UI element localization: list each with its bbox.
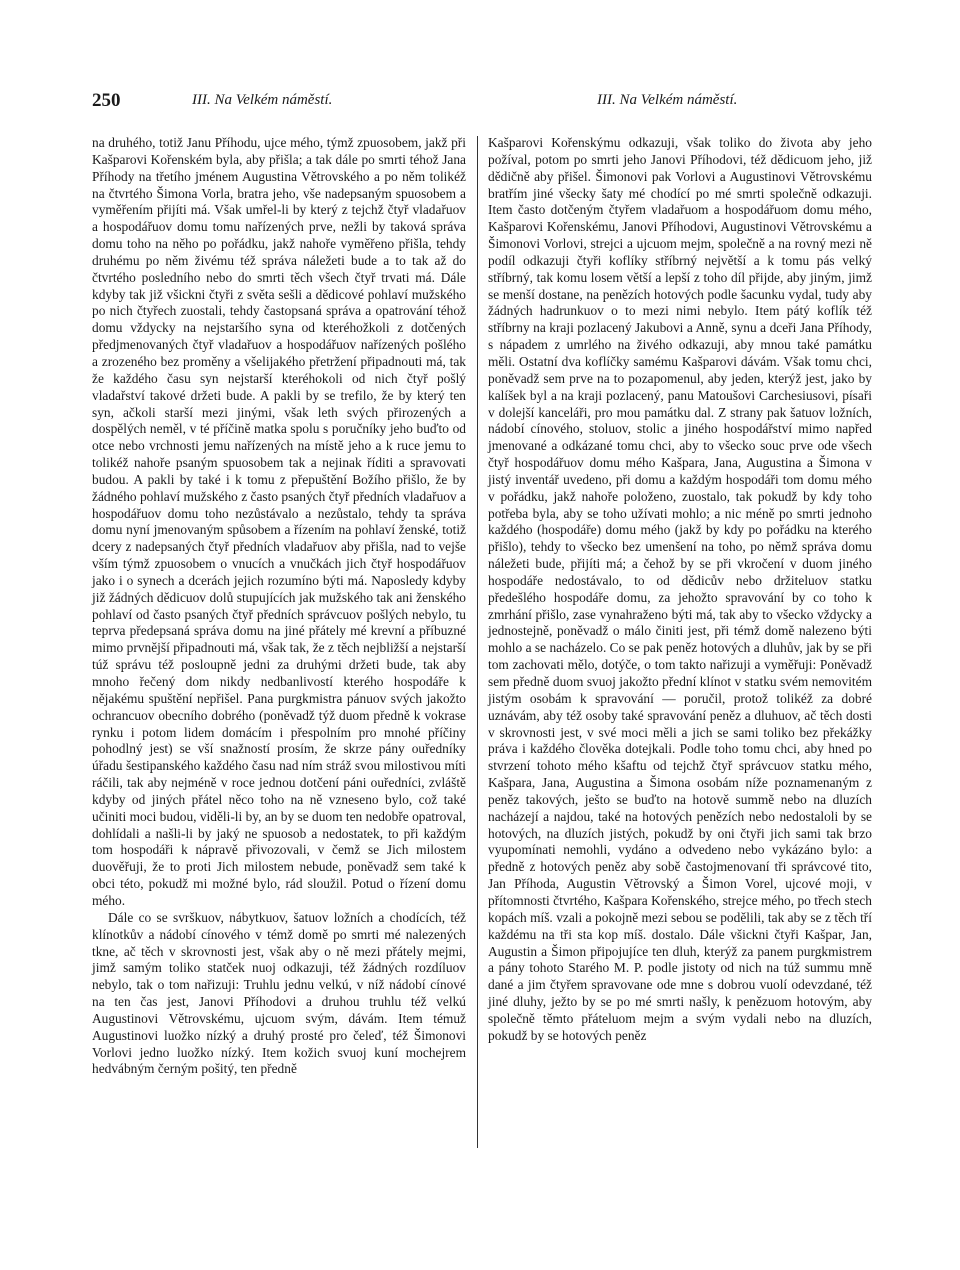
left-column [92, 135, 466, 1078]
column-divider [477, 136, 478, 1148]
left-paragraph-1: na druhého, totiž Janu Příhodu, ujce mého, týmž zpuosobem, jakž při Kašparovi Kořenském byla, aby přišla; a tak dále po smrti téhož Jana Příhody na třetího jménem Augustina Větrovského a po něm tolikéž na čtvrtého Šimona Vorla, bratra jeho, vše nadepsaným spuosobem a vyměřením přijíti má. Však umřel-li by který z tejchž čtyř vladařuov a hospodářuov domu tomu nařízených prve, nežli by taková správa domu toho na něho po pořádku, jakž nahoře vyměřeno přišla, tehdy druhému po něm živému též správa náležeti bude a to tak až do čtvrtého posledního nebo do smrti těch všech čtyř trvati má. Dále kdyby tak již všickni čtyři z světa sešli a dědicové pohlaví mužského po nich čtyřech zuostali, tehdy častopsaná správa a opatrování téhož domu vždycky na nejstaršího syna od kteréhožkoli z dotčených předjmenovaných čtyř vladařuov a hospodářuov nařízených pošlého a zrozeného bez proměny a všelijakého přetržení připadnouti má, tak že každého času syn nejstarší kteréhokoli od nich čtyř pošlý vladařství takové držeti bude. A pakli by se trefilo, že by který ten syn, ačkoli starší mezi jinými, však leth svých přirozených a dospělých neměl, v té příčině matka spolu s poručníky jeho buďto od otce nebo vrchnosti jemu nařízených na místě jeho a k ruce jemu to tolikéž nahoře psaným spuosobem tak a nejinak říditi a spravovati budou. A pakli by také i k tomu z přepuštění Božího přišlo, že by žádného pohlaví mužského z často psaných čtyř předních vladařuov a hospodářuov domu toho nezůstávalo a nezůstalo, tehdy ta správa domu nyní jmenovaným spůsobem a řízením na pohlaví ženské, totiž dcery z nadepsaných čtyř předních vladařuov aby přišla, nad to vejše vším týmž zpuosobem o vnucích a vnučkách jich čtyř hospodářuov jako i o synech a dcerách jejich rozumíno býti má. Naposledy kdyby již žádných dědicuov dolů stupujících jak mužského tak ani ženského pohlaví od často psaných čtyř předních správcuov pošlých nebylo, tu teprva předepsaná správa domu na jiné přátely mé krevní a příbuzné mimo prvnější připadnouti má, však tak, že z těch nejbližší a nejstarší túž správu též posloupně jedni za druhými držeti bude, tak aby mnoho řečený dom nikdy nedbanlivostí kterého hospodáře k nějakému spuštění nepřišel. Pana purgkmistra pánuov svých jakožto ochrancuov obecního dobrého (poněvadž týž duom předně k vokrase rynku i potom lidem domácím i přespolním pro mnohé příčiny pohodlný jest) se vší snažností prosím, že skrze pány ouředníky úřadu šestipanského každého času nad ním stráž svou milostivou míti ráčili, tak aby nejméně v roce jednou dotčení páni ouředníci, zvláště kdyby od jiných přátel něco toho na ně vzneseno bylo, což také učiniti moci budou, viděli-li by, an by se duom ten nedobře opatroval, dohlídali a našli-li by jaký ne spuosob a nedostatek, to při každým tom hospodáři k nápravě přivozovali, v čemž se Jich milostem duověřuji, že to proti Jich milostem nebude, poněvadž sem také k obci této, pokudž mi možné bylo, rád sloužil. Potud o řízení domu mého. [92, 135, 466, 908]
page-header [92, 90, 882, 116]
right-paragraph-1: Kašparovi Kořenskýmu odkazuji, však toliko do života aby jeho požíval, potom po smrti jeho Janovi Příhodovi, též dědicuom jeho, již dědičně aby přišel. Šimonovi pak Vorlovi a Augustinovi Větrovskému bratřím jiné všecky šaty mé chodící po mé smrti společně odkazuji. Item často dotčeným čtyřem vladařuom a hospodářuom domu mého, Kašparovi Kořenskému, Janovi Příhodovi, Augustinovi Větrovskému a Šimonovi Vorlovi, strejci a ujcuom mejm, společně a na rovný mezi ně podíl odkazuji čtyři koflíky stříbrný největší a k tomu pás velký stříbrný, tak komu losem větší a lepší z toho díl přijde, aby jiným, jimž se menší dostane, na penězích hotových podle šacunku vydal, tudy aby žádných hadrunkuov o to mezi nimi nebylo. Item pátý koflík též stříbrny na kraji pozlacený Jakubovi a Anně, synu a dceři Jana Příhody, s nápadem z umrlého na živého odkazuji, aby mnou také památku měli. Ostatní dva koflíčky samému Kašparovi dávám. Však tomu chci, poněvadž sem prve na to pozapomenul, aby jeden, kterýž jest, jako by kalíšek byl a na kraji pozlacený, panu Matoušovi Carchesiusovi, písaři v dolejší kanceláři, pro mou památku dal. Z strany pak šatuov ložních, nádobí cínového, stoluov, stolic a jiného hospodářství mimo napřed jmenované a odkázané tomu chci, aby to všecko souc prve ode všech čtyř hospodářuov domu mého Kašpara, Jana, Augustina a Šimona v jistý inventář uvedeno, při domu a každým hospodáři tom domu mého v pořádku, jakž nahoře položeno, zuostalo, tak pokudž by kdy toho potřeba byla, aby se toho užívati mohlo; a nic méně po smrti jednoho každého (hospodáře) domu mého (jakž by kdy po pořádku na kterého přišlo), tehdy to všecko bez umenšení na toho, po němž správa domu náležeti bude, přijíti má; a čehož by se při vkročení v duom jiného hospodáře nedostávalo, to od dědicův nebo držiteluov statku předešlého hospodáře domu, za jehožto spravování by co toho k zmrhání přišlo, zase vynahraženo býti má, tak aby to všecko vždycky a jednostejně, poněvadž o málo činiti jest, při témž domě nalezeno býti mohlo a se nacházelo. Co se pak peněz hotových a dluhův, jak by se při tom zachovati mělo, dotýče, o tom takto nařizuji a vyměřuji: Poněvadž sem předně duom svuoj jakožto přední klínot v statku svém nemovitém jistým osobám k spravování — poručil, protož tolikéž za dobré uznávám, aby též osoby také spravování peněz a dluhuov, ač těch dosti v skrovnosti jest, v své moci měli a jich se sami toliko bez překážky práva i každého člověka dotejkali. Podle toho tomu chci, aby hned po stvrzení tohoto mého kšaftu od tejchž čtyř správcuov statku mého, Kašpara, Jana, Augustina a Šimona osobám níže poznamenaným z peněz takových, ješto se buďto na hotově summě nebo na dluzích nacházejí a najdou, také na hotových penězích nebo nedostaloli by se hotových, na dluzích jistých, pokudž by oni čtyři jich sami tak brzo vyupomínati nemohli, vydáno a odvedeno nebo vykázáno bylo: a předně z hotových peněz aby sobě častojmenovaní tři správcové tito, Jan Příhoda, Augustin Větrovský a Šimon Vorel, ujcové moji, v přítomnosti čtvrtého, Kašpara Kořenského, strejce mého, po třech stech kopách míš. vzali a pokojně mezi sebou se podělili, tak aby se z těch tří každému na tři sta kop míš. dostalo. Dále všickni čtyři Kašpar, Jan, Augustin a Šimon připojujíce ten dluh, kterýž za panem purgkmistrem a pány tohoto Starého M. P. podle jistoty od nich na túž summu mně dané a jim čtyřem spravovane ode mne s dobrou vuolí odevzdané, též jiné dluhy, ježto by se po mé smrti našly, k penězuom hotovým, aby společně těmto přáteluom mejm a svým vydali nebo na dluzích, pokudž by se hotových peněz [488, 135, 872, 1043]
page-number: 250 [92, 90, 121, 111]
right-column [488, 135, 872, 1045]
left-paragraph-2: Dále co se svrškuov, nábytkuov, šatuov ložních a chodících, též klínotkův a nádobí cínového v témž domě po smrti mé nalezených tkne, ač těch v skrovnosti jest, však aby o ně mezi přátely mejmi, jimž samým toliko statček nuoj odkazuji, též žádných rozdíluov nebylo, tak o tom nařizuji: Truhlu jednu velkú, v níž nádobí cínové na ten čas jest, Janovi Příhodovi a druhou truhlu též velkú Augustinovi Větrovskému, ujcuom svým, dávám. Item témuž Augustinovi luožko nízký a druhý prosté pro čeleď, též Šimonovi Vorlovi jedno luožko nízký. Item kožich svuoj kuní mochejrem hedvábným černým pošitý, ten předně [92, 909, 466, 1077]
running-head-left: III. Na Velkém náměstí. [192, 92, 333, 108]
running-head-right: III. Na Velkém náměstí. [597, 92, 738, 108]
